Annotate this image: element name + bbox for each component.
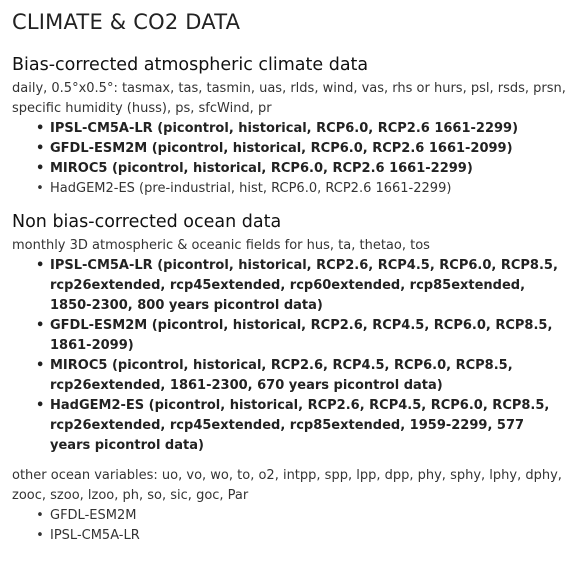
- list-item: [36, 526, 566, 546]
- list-item: [36, 179, 566, 199]
- list-item-text: HadGEM2-ES (pre-industrial, hist, RCP6.0, RCP2.6 1661-2299): [50, 181, 452, 196]
- list-item: [36, 396, 566, 456]
- atmospheric-model-list: [12, 119, 566, 199]
- ocean-description: monthly 3D atmospheric & oceanic fields for hus, ta, thetao, tos: [12, 238, 430, 253]
- list-item-text: MIROC5 (picontrol, historical, RCP2.6, RCP4.5, RCP6.0, RCP8.5, rcp26extended, 1861-2300, 670 years picontrol data): [50, 358, 513, 393]
- bullet-icon: •: [36, 161, 45, 176]
- bullet-icon: •: [36, 258, 45, 273]
- list-item-text: HadGEM2-ES (picontrol, historical, RCP2.6, RCP4.5, RCP6.0, RCP8.5, rcp26extended, rcp45extended, rcp85extended, 1959-2299, 577 years picontrol data): [50, 398, 550, 453]
- list-item-text: IPSL-CM5A-LR (picontrol, historical, RCP6.0, RCP2.6 1661-2299): [50, 121, 519, 136]
- list-item: [36, 316, 566, 356]
- list-item: [36, 159, 566, 179]
- page-title: CLIMATE & CO2 DATA: [12, 10, 241, 34]
- bullet-icon: •: [36, 121, 45, 136]
- bullet-icon: •: [36, 508, 44, 523]
- list-item-text: GFDL-ESM2M: [50, 508, 137, 523]
- list-item: [36, 139, 566, 159]
- list-item-text: GFDL-ESM2M (picontrol, historical, RCP2.6, RCP4.5, RCP6.0, RCP8.5, 1861-2099): [50, 318, 553, 353]
- bullet-icon: •: [36, 398, 45, 413]
- other-ocean-variables: other ocean variables: uo, vo, wo, to, o2, intpp, spp, lpp, dpp, phy, sphy, lphy, dphy, zooc, szoo, lzoo, ph, so, sic, goc, Par: [12, 468, 562, 503]
- list-item: [36, 506, 566, 526]
- ocean-model-list: [12, 256, 566, 456]
- atmospheric-description: daily, 0.5°x0.5°: tasmax, tas, tasmin, uas, rlds, wind, vas, rhs or hurs, psl, rsds, prsn, specific humidity (huss), ps, sfcWind, pr: [12, 81, 566, 116]
- bullet-icon: •: [36, 181, 44, 196]
- section-title-ocean: Non bias-corrected ocean data: [12, 212, 282, 232]
- bullet-icon: •: [36, 318, 45, 333]
- list-item-text: IPSL-CM5A-LR (picontrol, historical, RCP2.6, RCP4.5, RCP6.0, RCP8.5, rcp26extended, rcp45extended, rcp60extended, rcp85extended, 1850-2300, 800 years picontrol data): [50, 258, 558, 313]
- list-item-text: IPSL-CM5A-LR: [50, 528, 140, 543]
- list-item-text: GFDL-ESM2M (picontrol, historical, RCP6.0, RCP2.6 1661-2099): [50, 141, 513, 156]
- other-ocean-model-list: [12, 506, 566, 546]
- bullet-icon: •: [36, 141, 45, 156]
- list-item: [36, 256, 566, 316]
- list-item: [36, 119, 566, 139]
- bullet-icon: •: [36, 528, 44, 543]
- list-item-text: MIROC5 (picontrol, historical, RCP6.0, RCP2.6 1661-2299): [50, 161, 473, 176]
- section-title-atmospheric: Bias-corrected atmospheric climate data: [12, 55, 369, 75]
- list-item: [36, 356, 566, 396]
- bullet-icon: •: [36, 358, 45, 373]
